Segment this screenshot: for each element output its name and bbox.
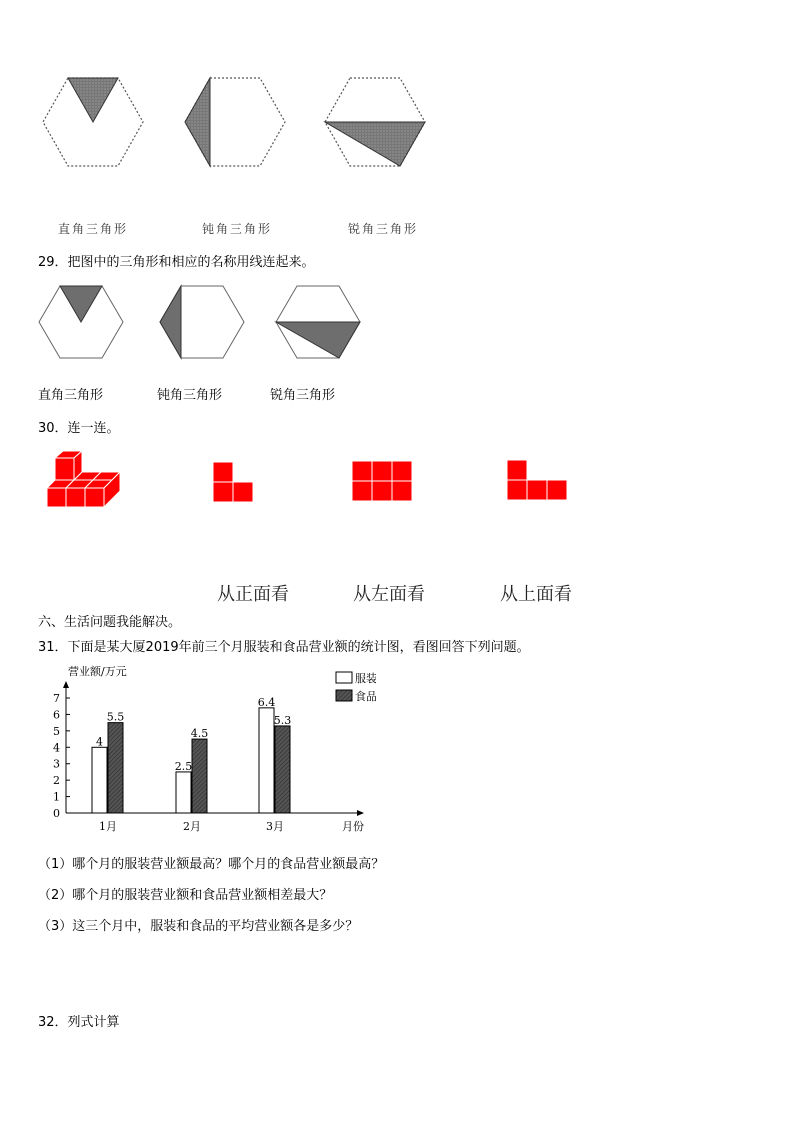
x-tick-label: 3月 [266, 820, 284, 833]
y-tick-label: 2 [53, 774, 60, 788]
section-6-heading: 六、生活问题我能解决。 [38, 615, 182, 630]
view-shape-top [351, 460, 415, 504]
legend-label-clothing: 服装 [355, 672, 376, 685]
bar-clothing-2 [176, 772, 191, 813]
y-tick-label: 3 [53, 757, 60, 771]
label-from-top: 从上面看 [500, 584, 572, 605]
legend-swatch-food [336, 690, 352, 701]
top-hexagon-figure [38, 70, 438, 170]
view-shape-front [506, 459, 570, 503]
legend-label-food: 食品 [355, 690, 376, 703]
question-31-text: 31．下面是某大厦2019年前三个月服装和食品营业额的统计图，看图回答下列问题。 [38, 640, 530, 655]
label-from-left: 从左面看 [353, 584, 425, 605]
hexagon-right-triangle [43, 78, 143, 166]
y-tick-label: 6 [53, 708, 60, 722]
x-tick-label: 1月 [99, 820, 117, 833]
y-tick-label: 1 [53, 790, 60, 804]
bar-value-label: 5.5 [106, 710, 125, 724]
question-30-text: 30．连一连。 [38, 421, 120, 436]
bar-clothing-3 [259, 708, 274, 813]
bar-food-1 [108, 723, 123, 813]
q29-hexagon-right-triangle [39, 286, 123, 358]
q29-label-acute-triangle: 锐角三角形 [270, 388, 336, 403]
bar-value-label: 4.5 [190, 727, 209, 741]
bar-food-2 [192, 739, 207, 813]
y-axis-label: 营业额/万元 [68, 665, 127, 678]
top-label-obtuse-triangle: 钝角三角形 [202, 222, 273, 236]
q29-hexagon-acute-triangle [276, 286, 360, 358]
bar-value-label: 4 [96, 735, 103, 749]
y-tick-label: 0 [53, 807, 60, 820]
view-shape-left [212, 461, 256, 505]
x-axis-arrow [357, 810, 364, 816]
bar-value-label: 5.3 [273, 713, 292, 727]
q31-bar-chart [46, 660, 376, 835]
q31-subquestion-3: （3）这三个月中，服装和食品的平均营业额各是多少？ [38, 919, 359, 934]
q29-label-obtuse-triangle: 钝角三角形 [157, 388, 223, 403]
top-label-acute-triangle: 锐角三角形 [348, 222, 419, 236]
q29-label-right-triangle: 直角三角形 [38, 388, 104, 403]
y-axis-arrow [63, 681, 69, 688]
question-29-text: 29．把图中的三角形和相应的名称用线连起来。 [38, 255, 315, 270]
q31-subquestion-1: （1）哪个月的服装营业额最高？哪个月的食品营业额最高？ [38, 857, 385, 872]
q31-subquestion-2: （2）哪个月的服装营业额和食品营业额相差最大？ [38, 888, 333, 903]
bar-clothing-1 [92, 747, 107, 813]
q29-hexagon-obtuse-triangle [160, 286, 244, 358]
top-label-right-triangle: 直角三角形 [58, 222, 129, 236]
y-tick-label: 5 [53, 724, 60, 738]
3d-cube-stack [45, 450, 127, 510]
q29-hexagon-figure [38, 284, 368, 360]
legend-swatch-clothing [336, 672, 352, 683]
question-32-text: 32．列式计算 [38, 1015, 120, 1030]
y-tick-label: 7 [53, 692, 60, 705]
x-tick-label: 2月 [183, 820, 201, 833]
x-axis-label: 月份 [342, 820, 364, 833]
bar-value-label: 2.5 [174, 759, 193, 773]
hexagon-acute-triangle [325, 78, 425, 166]
y-tick-label: 4 [53, 741, 60, 755]
hexagon-obtuse-triangle [185, 78, 285, 166]
bar-value-label: 6.4 [257, 695, 276, 709]
label-from-front: 从正面看 [217, 584, 289, 605]
bar-food-3 [275, 726, 290, 813]
